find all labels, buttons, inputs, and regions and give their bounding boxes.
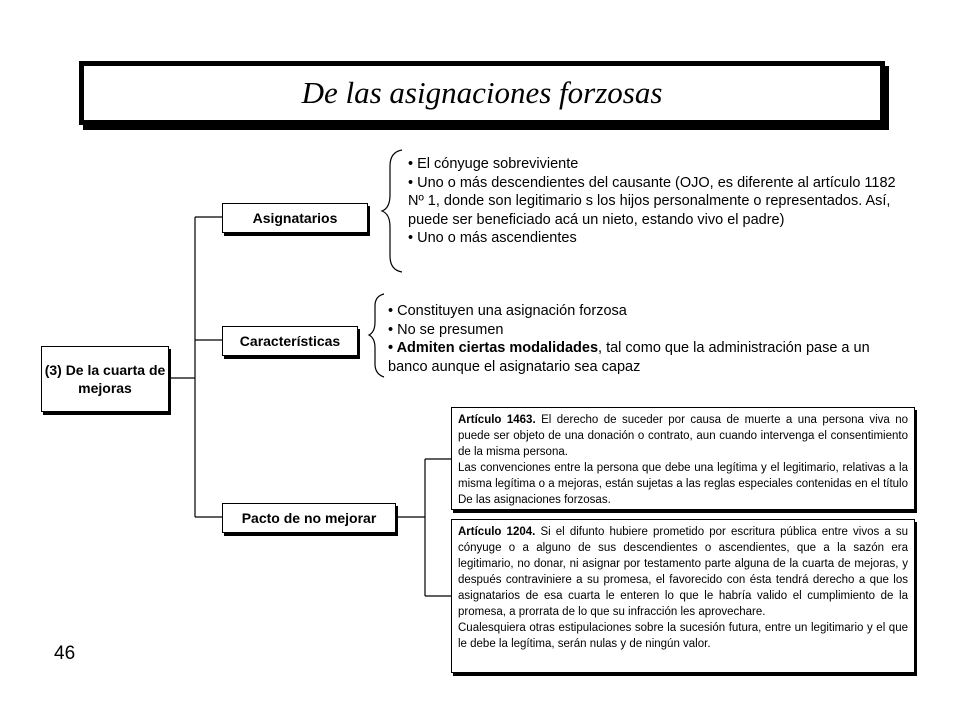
list-item: • El cónyuge sobreviviente (408, 156, 579, 172)
article-paragraph: El derecho de suceder por causa de muerte a una persona viva no puede ser objeto de una donación o contrato, aun cuando intervenga el consentimiento de la misma persona. (458, 414, 908, 458)
node-caracteristicas-label: Características (239, 333, 341, 349)
node-asignatarios-label: Asignatarios (252, 210, 338, 226)
list-item: • No se presumen (388, 321, 504, 338)
article-1204-box (451, 519, 915, 673)
node-asignatarios (222, 203, 368, 233)
brace-asignatarios (382, 150, 402, 272)
article-1463-box (451, 407, 915, 510)
slide-title: De las asignaciones forzosas (301, 75, 663, 110)
page-number: 46 (54, 643, 76, 664)
list-item (388, 339, 908, 376)
root-label: (3) De la cuarta de mejoras (44, 362, 166, 396)
article-heading: Artículo 1204. (458, 526, 536, 538)
article-paragraph: Si el difunto hubiere prometido por escritura pública entre vivos a su cónyuge o a alguno de sus descendientes o ascendientes, que a la sazón era legitimario, no donar, ni asignar por testamento parte alguna de la cuarta de mejoras, y después contraviniere a su promesa, el favorecido con ésta tendrá derecho a que los asignatarios de esa cuarta le enteren lo que le habría valido el cumplimiento de la promesa, a prorrata de lo que su infracción les aprovechare. (458, 526, 908, 618)
asignatarios-list (408, 155, 906, 248)
list-item: • Uno o más ascendientes (408, 230, 577, 246)
node-caracteristicas (222, 326, 358, 356)
list-item-rest: , tal como que la administración pase a un banco aunque el asignatario sea capaz (388, 340, 870, 375)
caracteristicas-list (388, 302, 908, 376)
root-node (41, 346, 169, 412)
list-item: • Uno o más descendientes del causante (OJO, es diferente al artículo 1182 Nº 1, donde son legitimario s los hijos personalmente o representados. Así, puede ser beneficiado acá un nieto, estando vivo el padre) (408, 174, 896, 228)
node-pacto-label: Pacto de no mejorar (241, 510, 377, 526)
article-paragraph: Cualesquiera otras estipulaciones sobre la sucesión futura, entre un legitimario y el que le debe la legítima, serán nulas y de ningún valor. (458, 622, 908, 650)
list-item: • Constituyen una asignación forzosa (388, 303, 627, 319)
brace-caracteristicas (369, 294, 384, 377)
article-heading: Artículo 1463. (458, 414, 536, 426)
article-paragraph: Las convenciones entre la persona que debe una legítima y el legitimario, relativas a la misma legítima o a mejoras, están sujetas a las reglas especiales contenidas en el título De las asignaciones forzosas. (458, 462, 908, 506)
node-pacto (222, 503, 396, 533)
list-item-bold: • Admiten ciertas modalidades (388, 340, 599, 356)
